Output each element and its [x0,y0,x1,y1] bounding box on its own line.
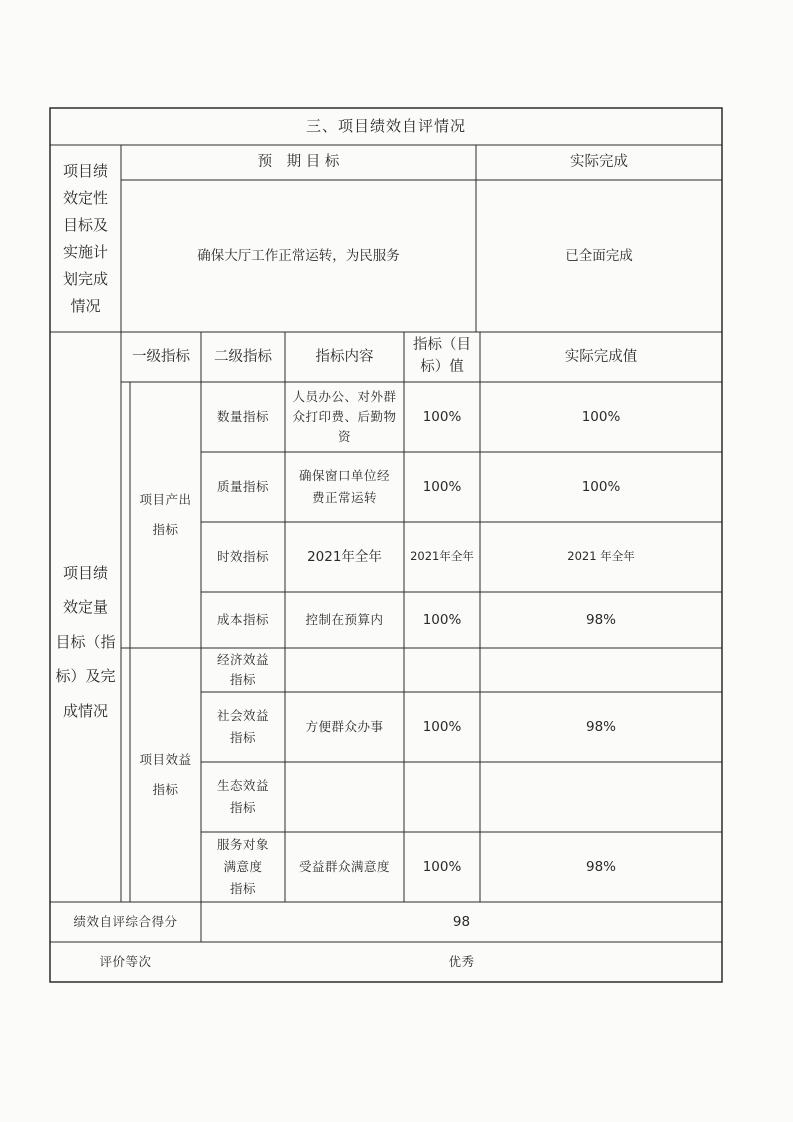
table-row-level2: 服务对象 满意度 指标 [216,837,269,896]
table-row-level2: 数量指标 [216,409,269,425]
expected-goal-text: 确保大厅工作正常运转，为民服务 [197,247,400,264]
table-row-target: 100% [422,408,462,425]
section-title: 三、项目绩效自评情况 [305,116,466,135]
table-row-level2: 时效指标 [216,549,269,565]
table-row-target [404,648,480,692]
table-row-level2: 社会效益 指标 [216,708,269,745]
qualitative-row-label: 项目绩 效定性 目标及 实施计 划完成 情况 [62,161,108,315]
table-row-target: 100% [422,611,462,628]
table-row-target: 100% [422,478,462,495]
table-row-target: 100% [422,858,462,875]
table-row-content: 确保窗口单位经 费正常运转 [298,467,390,505]
indicator-content-header: 指标内容 [315,348,374,365]
table-row-actual: 98% [585,858,616,875]
score-value: 98 [452,913,471,930]
table-row-content: 人员办公、对外群 众打印费、后勤物 资 [292,389,397,444]
actual-value-header: 实际完成值 [564,348,638,365]
table-row-target: 100% [422,718,462,735]
table-row-actual: 2021 年全年 [567,549,635,564]
target-value-header: 指标（目 标）值 [413,337,471,375]
table-row-actual: 98% [585,611,616,628]
table-row-actual: 100% [581,478,621,495]
table-row-actual: 98% [585,718,616,735]
table-row-content [285,762,404,832]
table-row-level2: 成本指标 [216,612,269,628]
score-label: 绩效自评综合得分 [73,914,178,930]
table-row-level2: 生态效益 指标 [216,778,269,815]
output-indicator-group: 项目产出 指标 [139,492,192,537]
table-row-content: 2021年全年 [307,548,382,565]
table-row-content [285,648,404,692]
table-row-level2: 质量指标 [216,479,269,495]
expected-goal-header: 预 期 目 标 [257,154,340,171]
actual-completion-header: 实际完成 [570,154,628,171]
table-row-target: 2021年全年 [410,549,474,564]
benefit-indicator-group: 项目效益 指标 [139,752,192,797]
table-row-target [404,762,480,832]
table-row-actual [480,762,722,832]
table-row-actual: 100% [581,408,621,425]
level1-indicator-header: 一级指标 [132,348,190,365]
table-row-level2: 经济效益 指标 [216,652,269,687]
quantitative-row-label: 项目绩 效定量 目标（指 标）及完 成情况 [55,563,116,720]
table-row-content: 方便群众办事 [305,719,384,735]
grade-label: 评价等次 [99,954,152,970]
actual-completion-text: 已全面完成 [565,247,633,264]
grade-value: 优秀 [448,954,475,970]
table-row-content: 受益群众满意度 [298,859,390,875]
table-row-actual [480,648,722,692]
level2-indicator-header: 二级指标 [214,348,272,365]
table-row-content: 控制在预算内 [305,612,384,628]
